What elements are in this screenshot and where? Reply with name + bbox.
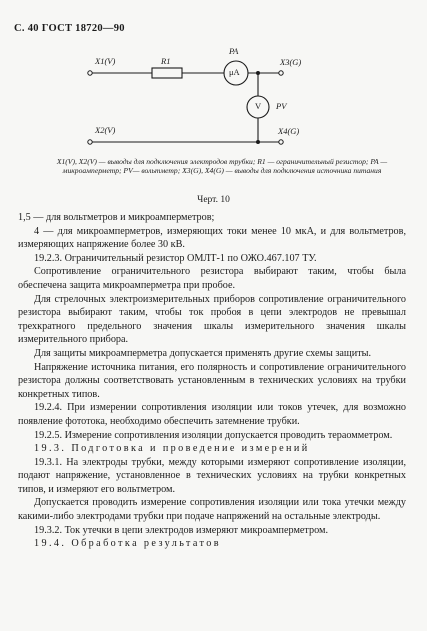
figure-title: Черт. 10 [197,195,230,205]
junction-bottom [256,140,260,144]
paragraph: Для защиты микроамперметра допускается применять другие схемы защиты. [34,347,372,359]
label-ua: μA [229,67,240,77]
label-v: V [255,101,262,111]
page-header: С. 40 ГОСТ 18720—90 [14,23,125,34]
paragraph: Допускается проводить измерение сопротивления изоляции или тока утечки между какими-либо электродами трубки при подаче напряжений на остальные электроды. [18,497,406,523]
section-heading: 19.3. Подготовка и проведение измерений [34,443,310,455]
label-pv: PV [276,101,287,111]
label-x1: X1(V) [95,56,116,66]
section-heading: 19.4. Обработка результатов [34,538,221,550]
label-pa: PA [229,46,239,56]
terminal-x2 [88,140,92,144]
paragraph: 4 — для микроамперметров, измеряющих токи менее 10 мкА, и для вольтметров, измеряющих напряжение более 30 кВ. [18,225,406,251]
terminal-x1 [88,71,92,75]
label-x2: X2(V) [95,125,116,135]
figure-caption: X1(V), X2(V) — выводы для подключения электродов трубки; R1 — ограничительный резистор; PA — микроамперметр; PV— вольтметр; X3(G), X4(G) — выводы для подключения источника питания [56,157,388,175]
label-x4: X4(G) [278,126,300,136]
paragraph: Напряжение источника питания, его полярность и сопротивление ограничительного резистора должны соответствовать установленным в технических условиях на трубки конкретных типов. [18,361,406,400]
paragraph: 19.3.2. Ток утечки в цепи электродов измеряют микроамперметром. [34,524,328,536]
junction-top [256,71,260,75]
terminal-x3 [279,71,283,75]
paragraph: 19.2.5. Измерение сопротивления изоляции допускается проводить тераомметром. [34,429,393,441]
label-x3: X3(G) [280,57,302,67]
paragraph: 19.2.3. Ограничительный резистор ОМЛТ-1 по ОЖО.467.107 ТУ. [34,252,317,264]
label-r1: R1 [161,56,171,66]
resistor-r1 [152,68,182,78]
paragraph: Сопротивление ограничительного резистора выбирают таким, чтобы была обеспечена защита микроамперметра при пробое. [18,266,406,291]
paragraph: 1,5 — для вольтметров и микроамперметров; [18,212,215,223]
circuit-diagram [0,0,427,160]
body-text [18,211,406,551]
terminal-x4 [279,140,283,144]
paragraph: 19.3.1. На электроды трубки, между которыми измеряют сопротивление изоляции, подают напряжение, установленное в технических условиях на трубки конкретных типов, и измеряют его вольтметром. [18,456,406,495]
paragraph: Для стрелочных электроизмерительных приборов сопротивление ограничительного резистора выбирают таким, чтобы ток пробоя в цепи электродов не превышал трехкратного предельного значения шкалы измерительного значения шкалы измерительного прибора. [18,293,406,346]
paragraph: 19.2.4. При измерении сопротивления изоляции или токов утечек, для возможно появление фототока, необходимо обеспечить затемнение трубки. [18,402,406,427]
